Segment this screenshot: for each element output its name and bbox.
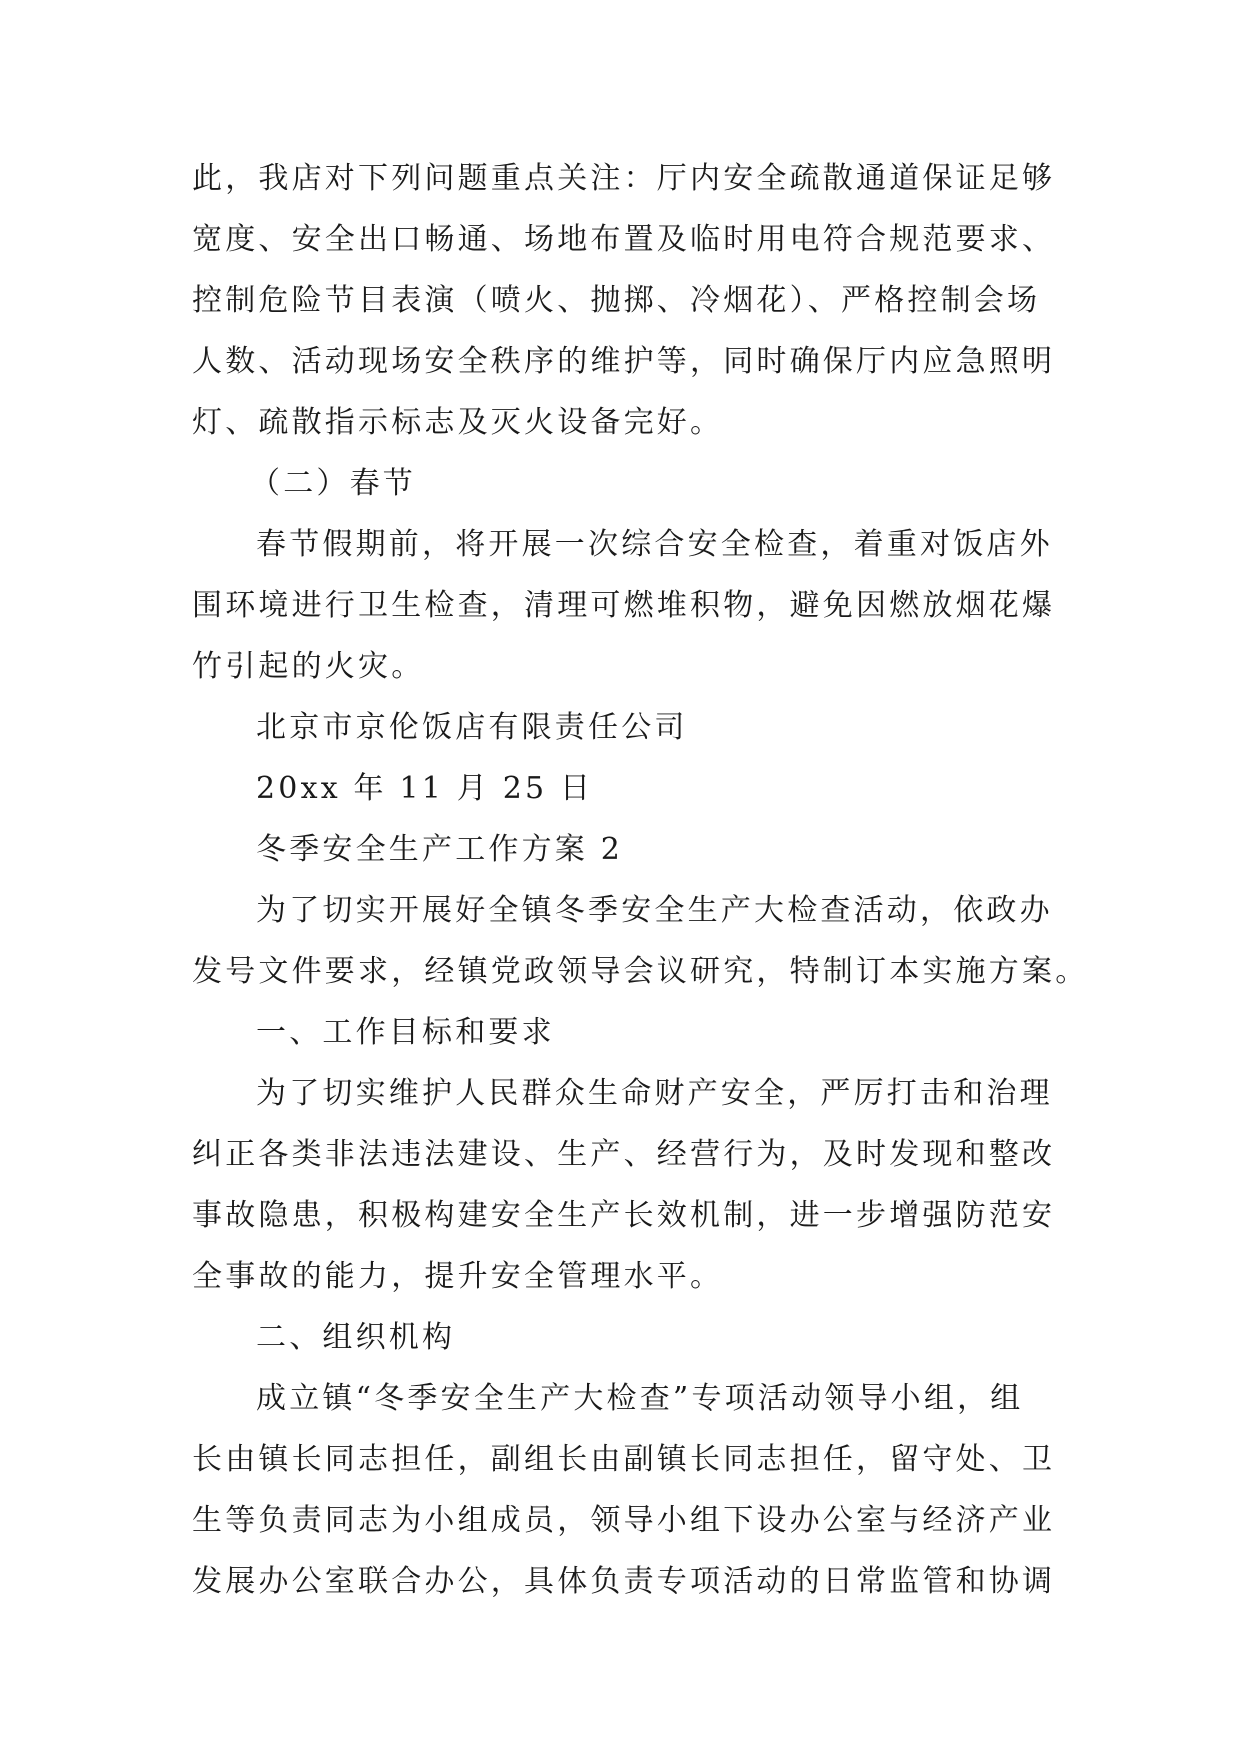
paragraph-line: 纠正各类非法违法建设、生产、经营行为，及时发现和整改 (192, 1137, 1056, 1172)
section-heading-organization: 二、组织机构 (256, 1320, 456, 1355)
paragraph-line: 控制危险节目表演（喷火、抛掷、冷烟花）、严格控制会场 (192, 283, 1041, 318)
signature-company: 北京市京伦饭店有限责任公司 (256, 710, 688, 745)
paragraph-line: 围环境进行卫生检查，清理可燃堆积物，避免因燃放烟花爆 (192, 588, 1056, 623)
paragraph-line: 人数、活动现场安全秩序的维护等，同时确保厅内应急照明 (192, 344, 1056, 379)
paragraph-line: 宽度、安全出口畅通、场地布置及临时用电符合规范要求、 (192, 222, 1056, 257)
paragraph-line: 发展办公室联合办公，具体负责专项活动的日常监管和协调 (192, 1564, 1056, 1599)
document-title: 冬季安全生产工作方案 2 (256, 832, 624, 867)
paragraph-line: 全事故的能力，提升安全管理水平。 (192, 1259, 724, 1294)
paragraph-line: 春节假期前，将开展一次综合安全检查，着重对饭店外 (256, 527, 1053, 562)
paragraph-line: 灯、疏散指示标志及灭火设备完好。 (192, 405, 724, 440)
paragraph-line: 此，我店对下列问题重点关注：厅内安全疏散通道保证足够 (192, 161, 1056, 196)
section-heading-goals: 一、工作目标和要求 (256, 1015, 555, 1050)
signature-date: 20xx 年 11 月 25 日 (256, 771, 594, 806)
document-page (192, 148, 1089, 1612)
section-heading-spring-festival: （二）春节 (250, 466, 416, 501)
paragraph-line: 发号文件要求，经镇党政领导会议研究，特制订本实施方案。 (192, 954, 1089, 989)
paragraph-line: 长由镇长同志担任，副组长由副镇长同志担任，留守处、卫 (192, 1442, 1056, 1477)
paragraph-line: 为了切实开展好全镇冬季安全生产大检查活动，依政办 (256, 893, 1053, 928)
paragraph-line: 成立镇“冬季安全生产大检查”专项活动领导小组，组 (256, 1381, 1024, 1416)
paragraph-line: 事故隐患，积极构建安全生产长效机制，进一步增强防范安 (192, 1198, 1056, 1233)
paragraph-line: 生等负责同志为小组成员，领导小组下设办公室与经济产业 (192, 1503, 1056, 1538)
paragraph-line: 竹引起的火灾。 (192, 649, 425, 684)
paragraph-line: 为了切实维护人民群众生命财产安全，严厉打击和治理 (256, 1076, 1053, 1111)
